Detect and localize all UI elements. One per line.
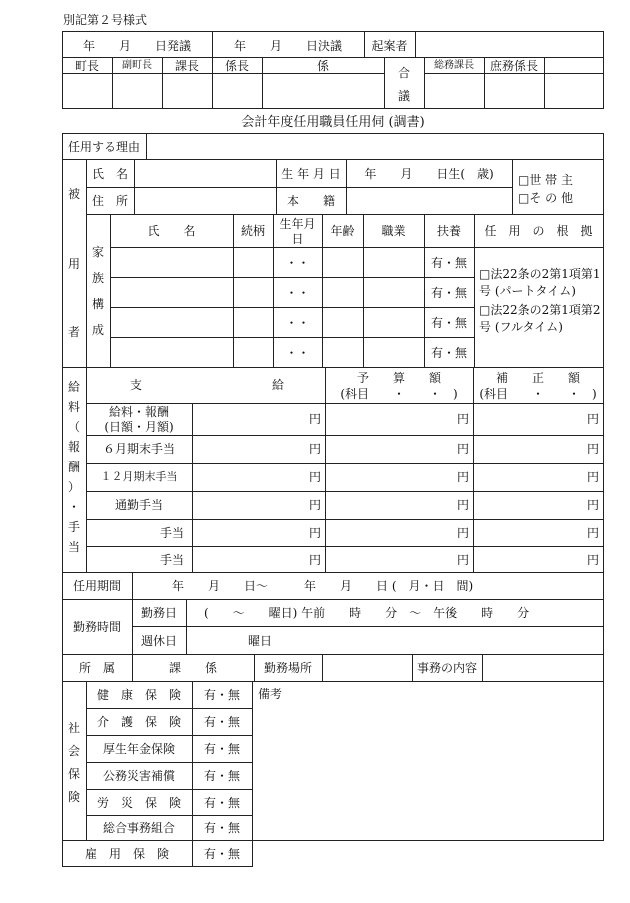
domicile-label: 本 籍 bbox=[286, 194, 335, 208]
insurance-item: 厚生年金保険 bbox=[102, 742, 175, 756]
salary-row-label: ６月期末手当 bbox=[102, 442, 175, 456]
salary-side-6: ） bbox=[67, 480, 80, 494]
family-header-birth-2: 日 bbox=[291, 232, 304, 246]
salary-row-label: 通勤手当 bbox=[114, 498, 163, 512]
insurance-option[interactable]: 有・無 bbox=[203, 715, 240, 729]
insurance-option[interactable]: 有・無 bbox=[203, 821, 240, 835]
remarks-label: 備考 bbox=[258, 687, 283, 701]
reason-label: 任用する理由 bbox=[67, 140, 140, 154]
insurance-side-4: 険 bbox=[67, 790, 80, 804]
salary-side-7: ・ bbox=[67, 500, 80, 514]
date-decided: 年 月 日決議 bbox=[233, 39, 342, 53]
family-header-relation: 続柄 bbox=[240, 224, 265, 238]
family-side-3: 構 bbox=[91, 297, 104, 311]
insurance-item: 公務災害補償 bbox=[102, 769, 175, 783]
name-label: 氏 名 bbox=[91, 167, 128, 181]
place-label: 勤務場所 bbox=[263, 661, 312, 675]
correction-header: 補 正 額 bbox=[495, 371, 580, 385]
salary-side-1: 給 bbox=[67, 380, 80, 394]
family-side-4: 成 bbox=[91, 323, 104, 337]
section-chief-label: 課長 bbox=[174, 59, 199, 73]
yen-unit: 円 bbox=[308, 498, 321, 512]
family-side-2: 族 bbox=[91, 271, 104, 285]
insurance-option[interactable]: 有・無 bbox=[203, 769, 240, 783]
period-label: 任用期間 bbox=[72, 579, 121, 593]
yen-unit: 円 bbox=[308, 412, 321, 426]
insurance-item: 労 災 保 険 bbox=[96, 796, 181, 810]
holiday-label: 週休日 bbox=[140, 634, 177, 648]
salary-row-label: 手当 bbox=[159, 553, 184, 567]
salary-side-4: 報 bbox=[67, 440, 80, 454]
insurance-item: 介 護 保 険 bbox=[96, 715, 181, 729]
basis-option-1-sub: 号 (パートタイム) bbox=[479, 284, 576, 298]
unit-chief-label: 係長 bbox=[224, 59, 249, 73]
basis-option-1[interactable]: □法22条の2第1項第1 bbox=[479, 267, 601, 281]
family-side-1: 家 bbox=[91, 245, 104, 259]
yen-unit: 円 bbox=[456, 412, 469, 426]
family-row-dependent[interactable]: 有・無 bbox=[430, 346, 467, 360]
consult-label-b: 議 bbox=[397, 89, 410, 103]
person-side-1: 被 bbox=[67, 187, 80, 201]
salary-side-9: 当 bbox=[67, 540, 80, 554]
yen-unit: 円 bbox=[456, 526, 469, 540]
general-chief-label: 総務課長 bbox=[434, 60, 474, 71]
other-option[interactable]: □そ の 他 bbox=[518, 191, 573, 205]
mayor-label: 町長 bbox=[74, 59, 99, 73]
page-title: 会計年度任用職員任用伺 (調書) bbox=[241, 115, 425, 130]
salary-side-8: 手 bbox=[67, 520, 80, 534]
family-row-dependent[interactable]: 有・無 bbox=[430, 256, 467, 270]
hours-label: 勤務時間 bbox=[72, 620, 121, 634]
insurance-item: 健 康 保 険 bbox=[96, 688, 181, 702]
yen-unit: 円 bbox=[308, 470, 321, 484]
yen-unit: 円 bbox=[586, 498, 599, 512]
yen-unit: 円 bbox=[586, 412, 599, 426]
insurance-option[interactable]: 有・無 bbox=[203, 847, 240, 861]
person-side-3: 者 bbox=[67, 325, 80, 339]
family-row-dependent[interactable]: 有・無 bbox=[430, 316, 467, 330]
date-issued: 年 月 日発議 bbox=[82, 39, 191, 53]
salary-row-label: １２月期末手当 bbox=[100, 470, 178, 483]
family-header-birth-1: 生年月 bbox=[279, 217, 316, 231]
yen-unit: 円 bbox=[586, 470, 599, 484]
salary-header-pay-a: 支 bbox=[130, 378, 143, 392]
correction-header-sub: (科目 ・ ・ ) bbox=[479, 387, 597, 401]
basis-option-2-sub: 号 (フルタイム) bbox=[479, 320, 563, 334]
yen-unit: 円 bbox=[586, 553, 599, 567]
family-row-birth: ・・ bbox=[285, 256, 310, 270]
family-row-dependent[interactable]: 有・無 bbox=[430, 286, 467, 300]
yen-unit: 円 bbox=[456, 442, 469, 456]
yen-unit: 円 bbox=[308, 526, 321, 540]
family-row-birth: ・・ bbox=[285, 316, 310, 330]
family-header-job: 職業 bbox=[381, 224, 406, 238]
budget-header-sub: (科目 ・ ・ ) bbox=[340, 387, 458, 401]
yen-unit: 円 bbox=[308, 442, 321, 456]
period-value: 年 月 日～ 年 月 日 ( 月・日 間) bbox=[172, 579, 474, 593]
insurance-side-3: 保 bbox=[67, 767, 80, 781]
consult-label-a: 合 bbox=[397, 66, 410, 80]
address-label: 住 所 bbox=[91, 194, 128, 208]
form-id: 別記第２号様式 bbox=[63, 13, 148, 27]
birth-value: 年 月 日生( 歳) bbox=[364, 167, 494, 181]
staff-label: 係 bbox=[316, 59, 329, 73]
workday-label: 勤務日 bbox=[140, 606, 177, 620]
family-header-basis: 任 用 の 根 拠 bbox=[484, 224, 593, 238]
basis-option-2[interactable]: □法22条の2第1項第2 bbox=[479, 303, 601, 317]
salary-row-label: 給料・報酬 bbox=[108, 405, 169, 419]
yen-unit: 円 bbox=[456, 470, 469, 484]
family-header-age: 年齢 bbox=[330, 224, 355, 238]
admin-chief-label: 庶務係長 bbox=[489, 59, 538, 73]
salary-side-2: 料 bbox=[67, 400, 80, 414]
family-row-birth: ・・ bbox=[285, 286, 310, 300]
yen-unit: 円 bbox=[586, 442, 599, 456]
duty-label: 事務の内容 bbox=[416, 661, 477, 675]
insurance-side-1: 社 bbox=[67, 721, 80, 735]
dept-label: 所 属 bbox=[78, 661, 115, 675]
salary-header-pay-b: 給 bbox=[272, 378, 285, 392]
insurance-item: 総合事務組合 bbox=[102, 821, 175, 835]
salary-row-label-sub: (日額・月額) bbox=[104, 420, 174, 434]
employment-insurance: 雇 用 保 険 bbox=[84, 847, 169, 861]
section-label: 課 係 bbox=[168, 661, 217, 675]
insurance-option[interactable]: 有・無 bbox=[203, 796, 240, 810]
birth-label: 生 年 月 日 bbox=[281, 167, 341, 181]
salary-side-5: 酬 bbox=[67, 460, 80, 474]
yen-unit: 円 bbox=[456, 498, 469, 512]
budget-header: 予 算 額 bbox=[356, 371, 441, 385]
insurance-option[interactable]: 有・無 bbox=[203, 742, 240, 756]
insurance-option[interactable]: 有・無 bbox=[203, 688, 240, 702]
yen-unit: 円 bbox=[586, 526, 599, 540]
salary-side-3: （ bbox=[67, 420, 80, 434]
holiday-value: 曜日 bbox=[248, 634, 273, 648]
person-side-2: 用 bbox=[67, 257, 80, 271]
insurance-side-2: 会 bbox=[67, 744, 80, 758]
drafter-label: 起案者 bbox=[371, 39, 408, 53]
yen-unit: 円 bbox=[456, 553, 469, 567]
family-header-name: 氏 名 bbox=[147, 224, 196, 238]
family-row-birth: ・・ bbox=[285, 346, 310, 360]
head-option[interactable]: □世 帯 主 bbox=[518, 173, 573, 187]
deputy-mayor-label: 副町長 bbox=[122, 60, 152, 71]
workday-value: ( ～ 曜日) 午前 時 分 ～ 午後 時 分 bbox=[204, 606, 530, 620]
salary-row-label: 手当 bbox=[159, 526, 184, 540]
yen-unit: 円 bbox=[308, 553, 321, 567]
family-header-dependent: 扶養 bbox=[436, 224, 461, 238]
